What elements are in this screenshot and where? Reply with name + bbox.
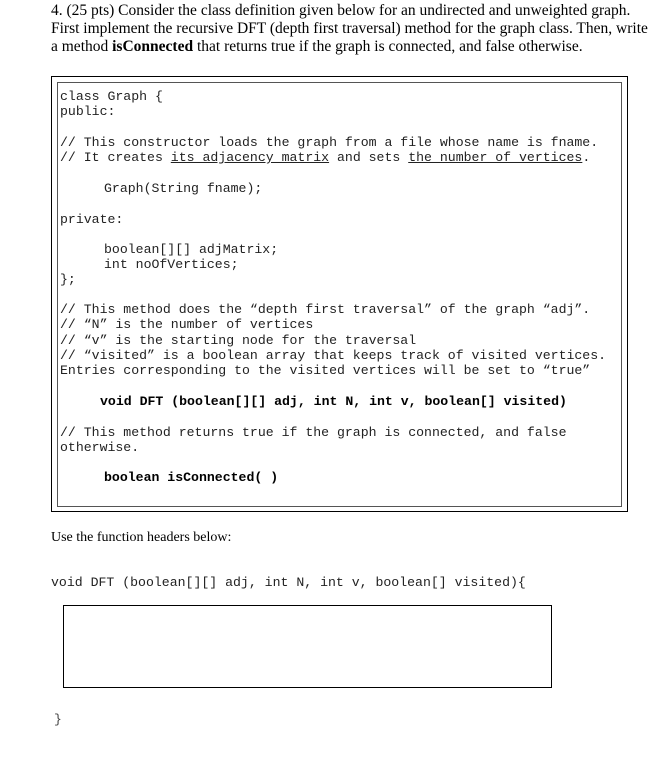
- is-connected-bold: isConnected: [112, 38, 194, 55]
- comment-text: .: [582, 150, 591, 165]
- question-line-3: [51, 38, 651, 56]
- code-line-isconnected-comment-2: otherwise.: [60, 440, 140, 455]
- use-function-headers-label: Use the function headers below:: [51, 530, 232, 545]
- code-line-dft-comment-5: Entries corresponding to the visited vertices will be set to “true”: [60, 363, 591, 378]
- underlined-number-of-vertices: the number of vertices: [408, 150, 583, 165]
- code-line-dft-comment-1: // This method does the “depth first traversal” of the graph “adj”.: [60, 302, 591, 317]
- code-line-dft-comment-3: // “v” is the starting node for the traversal: [60, 333, 417, 348]
- code-line-constructor-comment-1: // This constructor loads the graph from a file whose name is fname.: [60, 135, 599, 150]
- class-definition-box: [51, 76, 628, 512]
- question-line-2: First implement the recursive DFT (depth first traversal) method for the graph class. Then, write: [51, 20, 648, 37]
- question-line-3-pre: a method: [51, 38, 113, 55]
- underlined-adjacency-matrix: its adjacency matrix: [170, 150, 330, 165]
- code-line-dft-comment-4: // “visited” is a boolean array that keeps track of visited vertices.: [60, 348, 607, 363]
- code-line-constructor-comment-2: [60, 150, 590, 165]
- code-line-isconnected-signature: boolean isConnected( ): [104, 470, 279, 485]
- code-line-public: public:: [60, 104, 116, 119]
- question-line-3-post: that returns true if the graph is connected, and false otherwise.: [193, 38, 583, 55]
- code-line-constructor: Graph(String fname);: [104, 181, 263, 196]
- code-line-no-of-vertices: int noOfVertices;: [104, 257, 239, 272]
- code-line-dft-comment-2: // “N” is the number of vertices: [60, 317, 314, 332]
- code-block: [57, 82, 622, 507]
- dft-function-header: void DFT (boolean[][] adj, int N, int v, boolean[] visited){: [51, 575, 526, 590]
- comment-text: and sets: [329, 150, 409, 165]
- closing-brace: }: [54, 712, 62, 727]
- question-text: [51, 2, 651, 56]
- code-line-class-end: };: [60, 272, 76, 287]
- answer-textbox[interactable]: [63, 605, 552, 688]
- code-line-class: class Graph {: [60, 89, 163, 104]
- code-line-isconnected-comment-1: // This method returns true if the graph is connected, and false: [60, 425, 567, 440]
- comment-text: // It creates: [60, 150, 171, 165]
- code-line-adj-matrix: boolean[][] adjMatrix;: [104, 242, 279, 257]
- code-line-dft-signature: void DFT (boolean[][] adj, int N, int v, boolean[] visited): [100, 394, 567, 409]
- code-line-private: private:: [60, 212, 124, 227]
- question-line-1: 4. (25 pts) Consider the class definition given below for an undirected and unweighted graph.: [51, 2, 631, 19]
